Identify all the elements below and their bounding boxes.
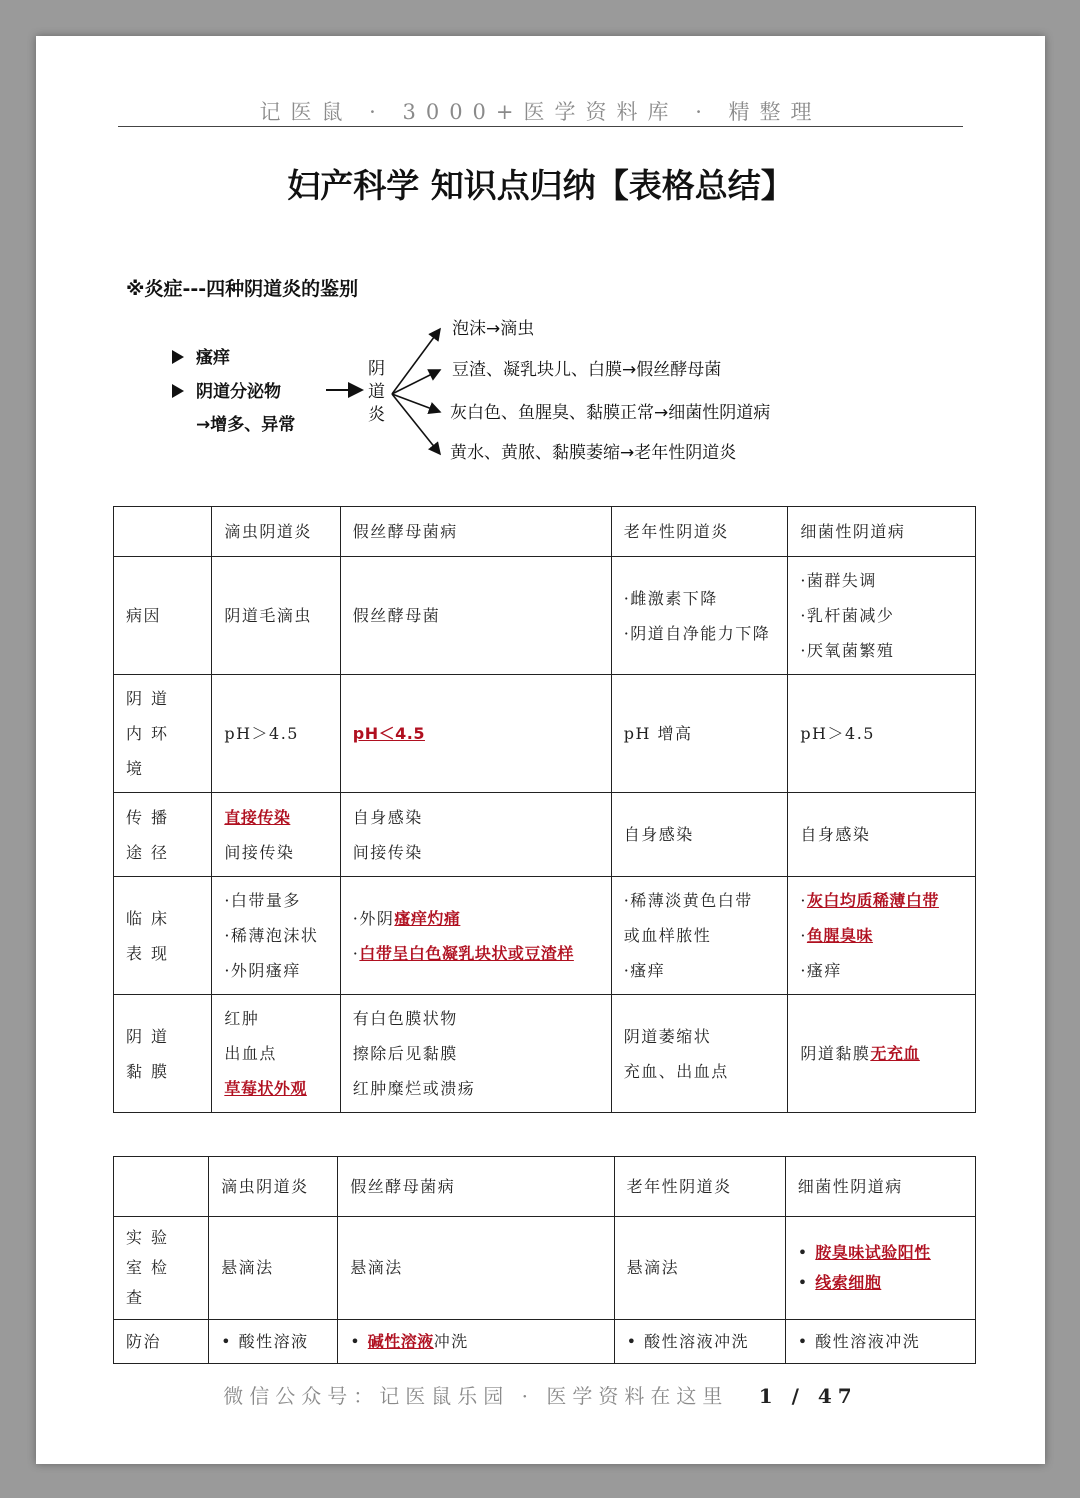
cell-clinical-trich: ·白带量多 ·稀薄泡沫状 ·外阴瘙痒 <box>212 877 340 995</box>
cell-route-trich: 直接传染 间接传染 <box>212 793 340 877</box>
vaginitis-diagram <box>36 36 1045 496</box>
cell-route-candida: 自身感染 间接传染 <box>340 793 611 877</box>
row-label-cause: 病因 <box>114 557 212 675</box>
header-bv: 细菌性阴道病 <box>785 1157 975 1217</box>
page-number: 1 / 47 <box>758 1384 858 1408</box>
cell-mucosa-trich: 红肿 出血点 草莓状外观 <box>212 995 340 1113</box>
bullet-arrow-icon <box>172 384 184 398</box>
table-header-row <box>114 507 976 557</box>
table-row <box>114 793 976 877</box>
cell-env-senile: pH 增高 <box>611 675 788 793</box>
cell-cause-trich: 阴道毛滴虫 <box>212 557 340 675</box>
cell-treat-candida: • 碱性溶液冲洗 <box>338 1320 614 1364</box>
cell-lab-senile: 悬滴法 <box>614 1217 785 1320</box>
header-candida: 假丝酵母菌病 <box>338 1157 614 1217</box>
footer-text: 微信公众号：记医鼠乐园 · 医学资料在这里 <box>223 1384 729 1408</box>
table-row <box>114 675 976 793</box>
header-cell <box>114 1157 209 1217</box>
branch-curd: 豆渣、凝乳块儿、白膜→假丝酵母菌 <box>452 360 722 380</box>
cell-treat-bv: • 酸性溶液冲洗 <box>785 1320 975 1364</box>
cell-env-trich: pH＞4.5 <box>212 675 340 793</box>
cell-env-bv: pH＞4.5 <box>788 675 976 793</box>
cell-lab-trich: 悬滴法 <box>209 1217 338 1320</box>
document-page <box>36 36 1045 1464</box>
cell-lab-candida: 悬滴法 <box>338 1217 614 1320</box>
branch-arrow <box>392 370 440 394</box>
cell-mucosa-candida: 有白色膜状物 擦除后见黏膜 红肿糜烂或溃疡 <box>340 995 611 1113</box>
header-candida: 假丝酵母菌病 <box>340 507 611 557</box>
header-senile: 老年性阴道炎 <box>611 507 788 557</box>
symptom-discharge: 阴道分泌物 <box>196 382 281 402</box>
comparison-table-2 <box>113 1156 976 1364</box>
symptom-discharge-detail: →增多、异常 <box>196 415 296 435</box>
cell-route-bv: 自身感染 <box>788 793 976 877</box>
row-label-treat: 防治 <box>114 1320 209 1364</box>
table-row <box>114 557 976 675</box>
table-row <box>114 877 976 995</box>
header-bv: 细菌性阴道病 <box>788 507 976 557</box>
page-title: 妇产科学 知识点归纳【表格总结】 <box>287 166 794 205</box>
header-trichomonas: 滴虫阴道炎 <box>209 1157 338 1217</box>
cell-route-senile: 自身感染 <box>611 793 788 877</box>
branch-foam: 泡沫→滴虫 <box>452 319 535 339</box>
cell-clinical-senile: ·稀薄淡黄色白带 或血样脓性 ·瘙痒 <box>611 877 788 995</box>
symptom-itching: 瘙痒 <box>196 348 230 368</box>
header-senile: 老年性阴道炎 <box>614 1157 785 1217</box>
comparison-table-1 <box>113 506 976 1113</box>
table-row <box>114 995 976 1113</box>
cell-env-candida: pH＜4.5 <box>340 675 611 793</box>
page-footer <box>36 1380 1045 1409</box>
row-label-route: 传播途径 <box>114 793 212 877</box>
branch-yellow: 黄水、黄脓、黏膜萎缩→老年性阴道炎 <box>450 443 737 463</box>
row-label-lab: 实验室检查 <box>114 1217 209 1320</box>
center-char-2: 道 <box>368 382 385 402</box>
table-row <box>114 1320 976 1364</box>
branch-grey: 灰白色、鱼腥臭、黏膜正常→细菌性阴道病 <box>450 403 771 423</box>
table-header-row <box>114 1157 976 1217</box>
table-row <box>114 1217 976 1320</box>
cell-clinical-bv: ·灰白均质稀薄白带 ·鱼腥臭味 ·瘙痒 <box>788 877 976 995</box>
row-label-env: 阴道内环境 <box>114 675 212 793</box>
cell-cause-senile: ·雌激素下降 ·阴道自净能力下降 <box>611 557 788 675</box>
cell-mucosa-senile: 阴道萎缩状 充血、出血点 <box>611 995 788 1113</box>
cell-treat-trich: • 酸性溶液 <box>209 1320 338 1364</box>
cell-cause-bv: ·菌群失调 ·乳杆菌减少 ·厌氧菌繁殖 <box>788 557 976 675</box>
branch-arrow <box>392 329 440 394</box>
row-label-clinical: 临床表现 <box>114 877 212 995</box>
center-char-3: 炎 <box>368 405 385 425</box>
header-trichomonas: 滴虫阴道炎 <box>212 507 340 557</box>
cell-lab-bv: • 胺臭味试验阳性 • 线索细胞 <box>785 1217 975 1320</box>
center-char-1: 阴 <box>368 359 385 379</box>
section-title: ※炎症---四种阴道炎的鉴别 <box>126 278 359 300</box>
row-label-mucosa: 阴道黏膜 <box>114 995 212 1113</box>
header-cell <box>114 507 212 557</box>
page-header: 记医鼠 · 3000+医学资料库 · 精整理 <box>259 100 822 124</box>
cell-treat-senile: • 酸性溶液冲洗 <box>614 1320 785 1364</box>
cell-cause-candida: 假丝酵母菌 <box>340 557 611 675</box>
cell-mucosa-bv: 阴道黏膜无充血 <box>788 995 976 1113</box>
cell-clinical-candida: ·外阴瘙痒灼痛 ·白带呈白色凝乳块状或豆渣样 <box>340 877 611 995</box>
bullet-arrow-icon <box>172 350 184 364</box>
